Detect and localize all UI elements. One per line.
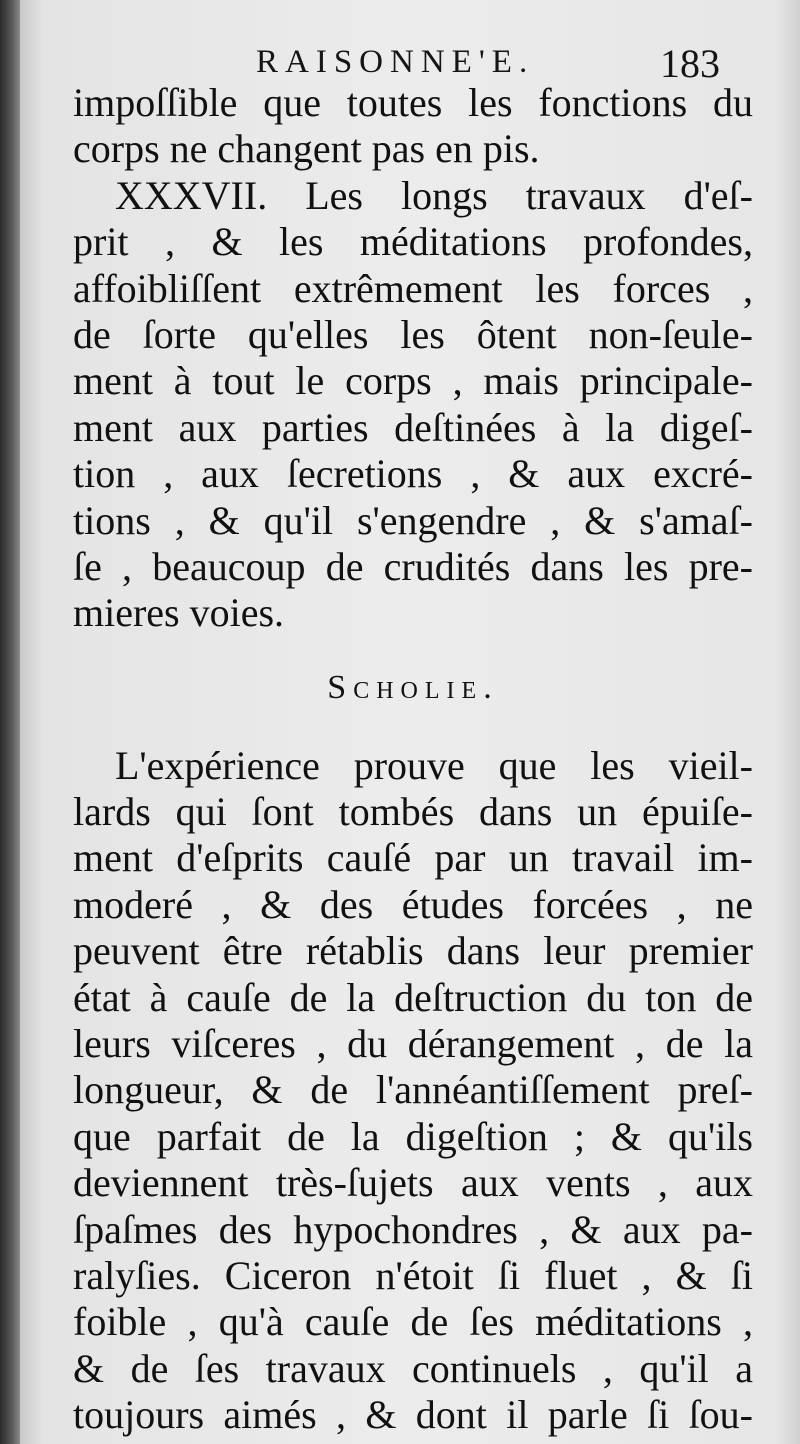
text-line: corps ne changent pas en pis. xyxy=(73,126,540,172)
paragraph-2 xyxy=(73,173,753,637)
page-header xyxy=(20,41,800,86)
body-text xyxy=(73,80,753,1439)
text-line: & de ſes travaux continuels , qu'il a xyxy=(73,1345,753,1391)
text-line: que parfait de la digeſtion ; & qu'ils xyxy=(73,1113,753,1159)
text-line: tion , aux ſecretions , & aux excré- xyxy=(73,451,753,497)
text-line: état à cauſe de la deſtruction du ton de xyxy=(73,974,753,1020)
page-number: 183 xyxy=(660,41,720,86)
text-line: ſe , beaucoup de crudités dans les pre- xyxy=(73,543,753,589)
text-line: ment d'eſprits cauſé par un travail im- xyxy=(73,835,753,881)
section-heading: Scholie. xyxy=(327,668,499,706)
text-line: de ſorte qu'elles les ôtent non-ſeule- xyxy=(73,311,753,357)
text-line: ment aux parties deſtinées à la digeſ- xyxy=(73,404,753,450)
text-line: peuvent être rétablis dans leur premier xyxy=(73,928,753,974)
text-line: ſpaſmes des hypochondres , & aux pa- xyxy=(73,1206,753,1252)
book-page xyxy=(20,0,800,1444)
text-line: leurs viſceres , du dérangement , de la xyxy=(73,1021,753,1067)
text-line: toujours aimés , & dont il parle ſi ſou- xyxy=(73,1392,753,1438)
text-line: L'expérience prouve que les vieil- xyxy=(115,742,753,788)
text-line: foible , qu'à cauſe de ſes méditations , xyxy=(73,1299,753,1345)
paragraph-3 xyxy=(73,743,753,1439)
text-line: ment à tout le corps , mais principale- xyxy=(73,358,753,404)
text-line: ralyſies. Ciceron n'étoit ſi fluet , & ſi xyxy=(73,1252,753,1298)
running-title: RAISONNE'E. xyxy=(256,44,535,80)
text-line: tions , & qu'il s'engendre , & s'amaſ- xyxy=(73,497,753,543)
text-line: affoibliſſent extrêmement les forces , xyxy=(73,265,753,311)
text-line: longueur, & de l'annéantiſſement preſ- xyxy=(73,1067,753,1113)
paragraph-1 xyxy=(73,80,753,173)
text-line: moderé , & des études forcées , ne xyxy=(73,881,753,927)
page-edge-shadow xyxy=(0,0,20,1444)
text-line: mieres voies. xyxy=(73,590,285,636)
text-line: prit , & les méditations profondes, xyxy=(73,219,753,265)
text-line: XXXVII. Les longs travaux d'eſ- xyxy=(115,172,753,218)
text-line: lards qui ſont tombés dans un épuiſe- xyxy=(73,789,753,835)
text-line: deviennent très-ſujets aux vents , aux xyxy=(73,1160,753,1206)
text-line: impoſſible que toutes les fonctions du xyxy=(73,80,753,125)
